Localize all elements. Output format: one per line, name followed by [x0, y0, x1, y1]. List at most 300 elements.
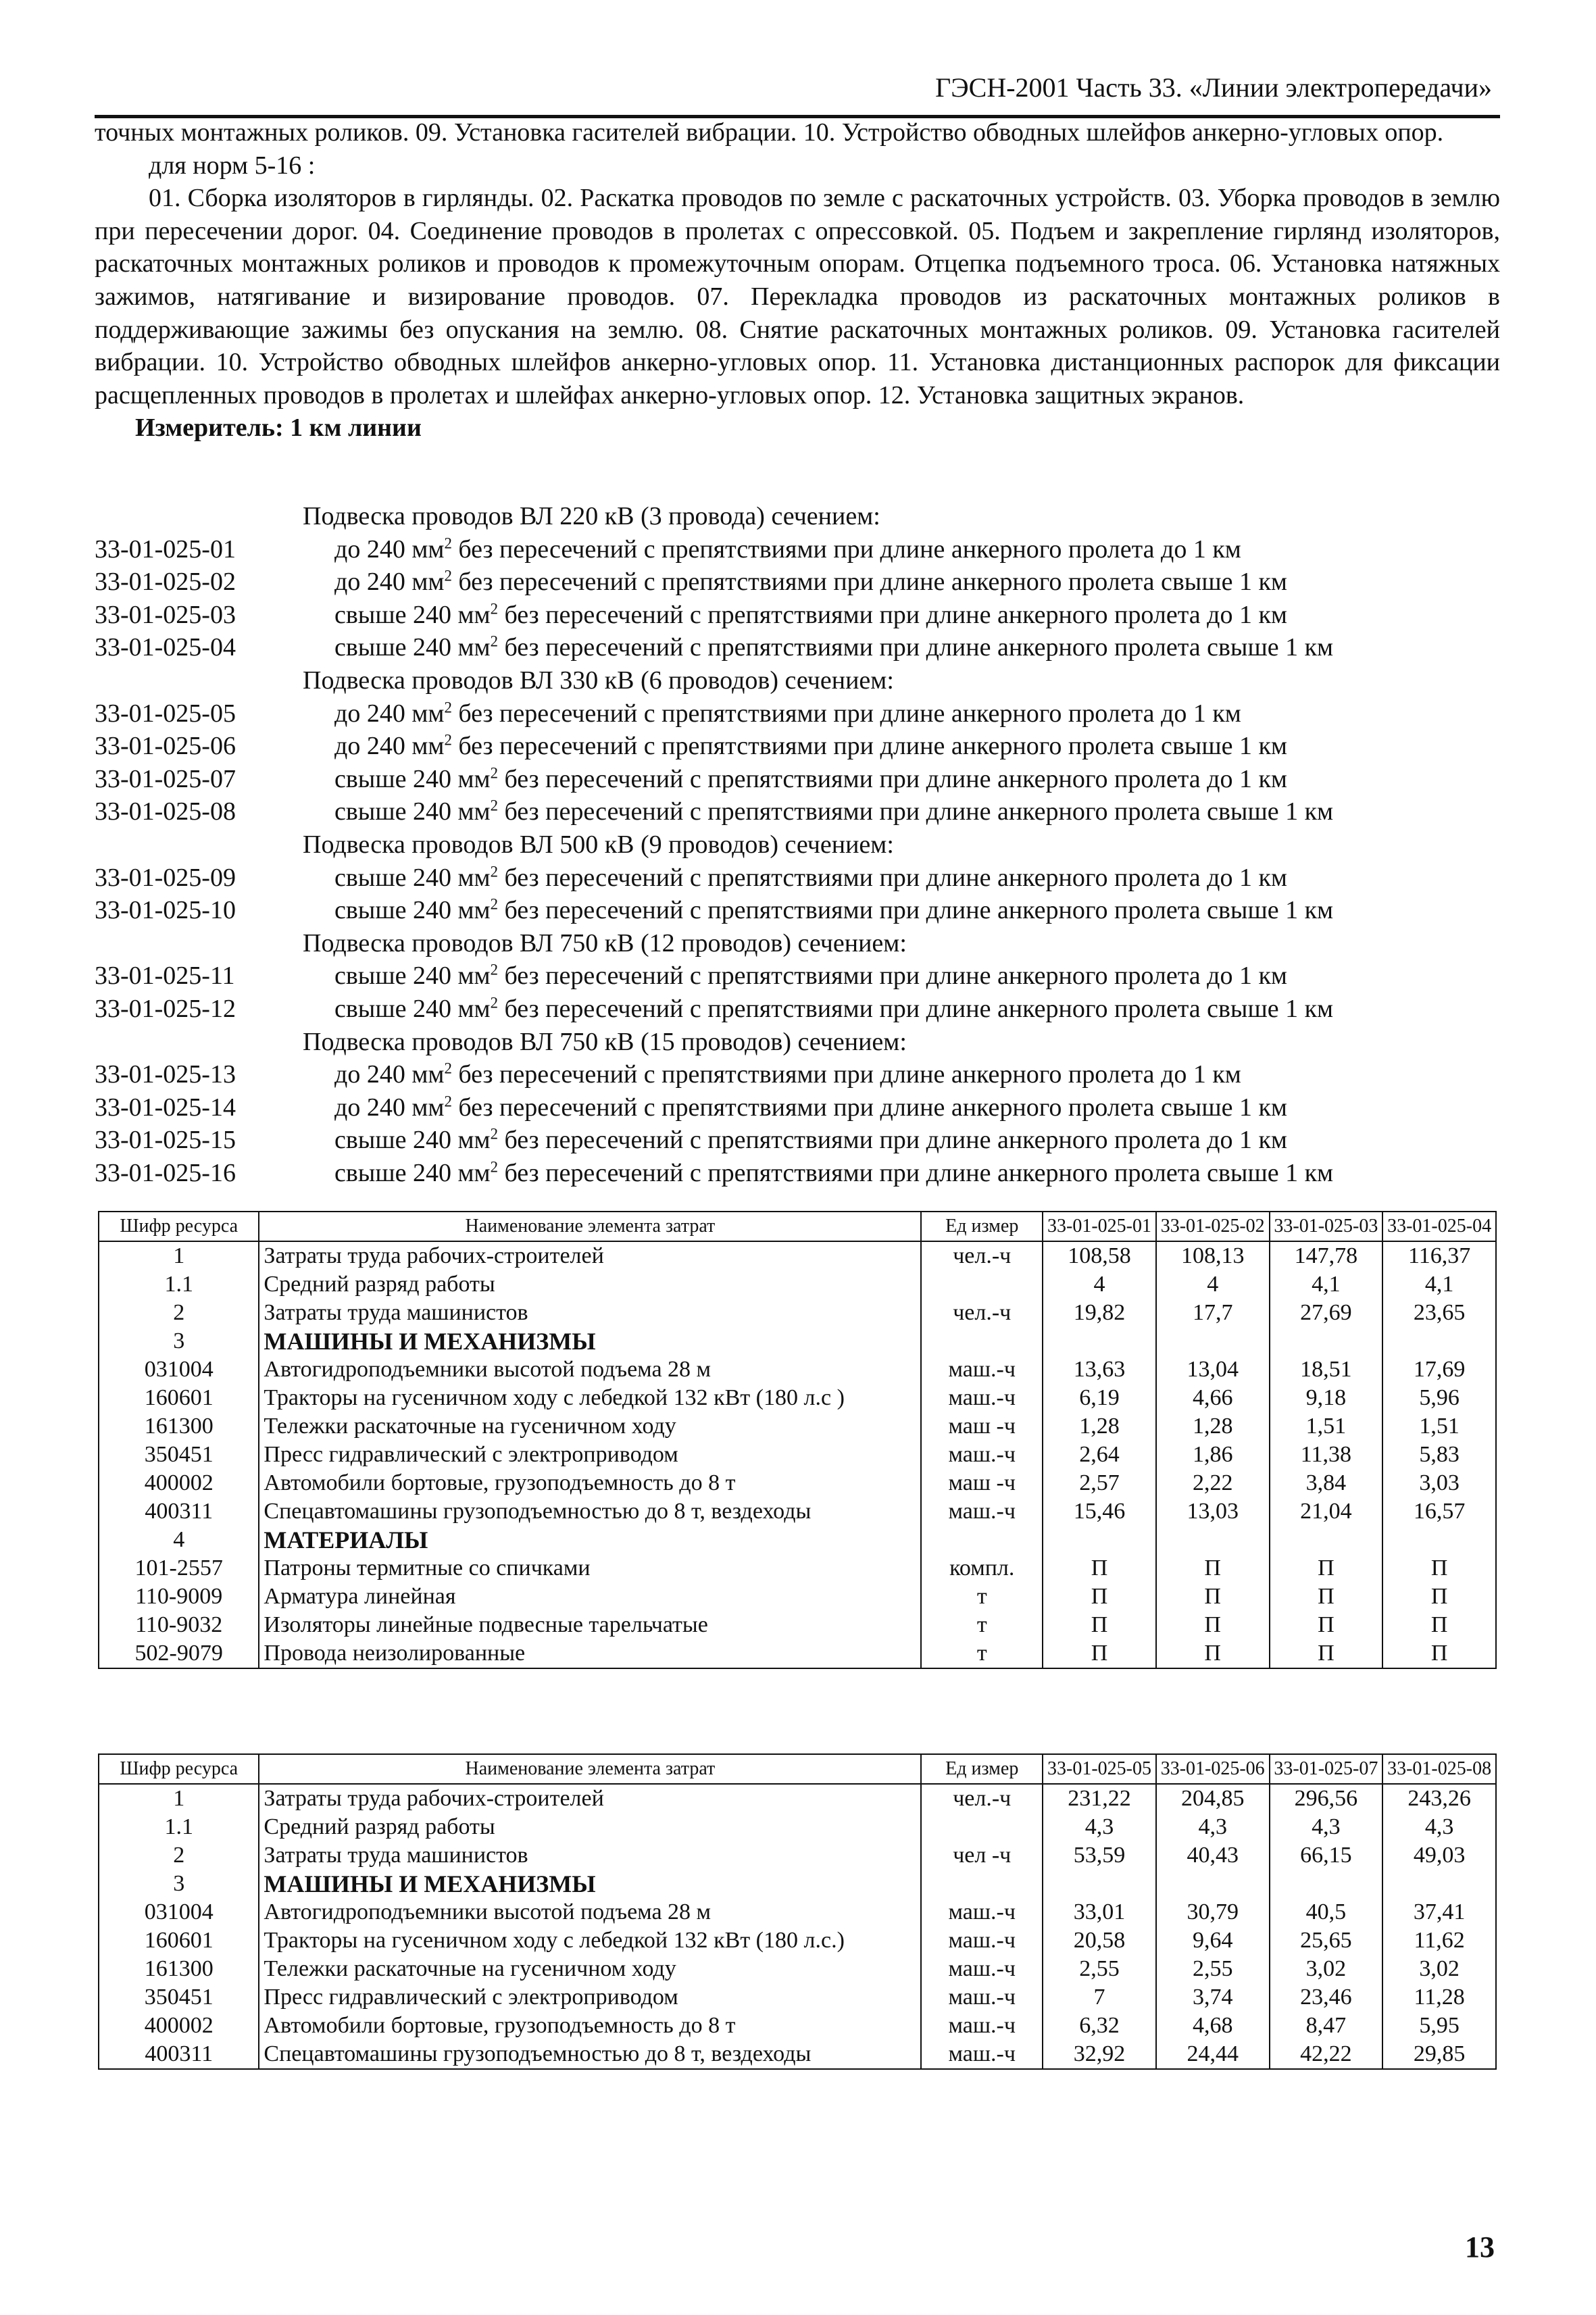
value-cell: 19,82: [1043, 1299, 1156, 1327]
unit-cell: маш.-ч: [921, 1355, 1043, 1384]
table-row: [99, 1526, 1496, 1554]
unit-cell: маш.-ч: [921, 1955, 1043, 1983]
unit-power: 2: [490, 994, 498, 1012]
resource-name: Пресс гидравлический с электроприводом: [259, 1441, 921, 1469]
rate-code: 33-01-025-06: [95, 732, 236, 761]
table-row: [99, 1241, 1496, 1270]
desc-unit: мм: [412, 699, 445, 728]
value-cell: П: [1156, 1583, 1270, 1611]
resource-code: 350451: [99, 1983, 259, 2012]
resource-name: Спецавтомашины грузоподъемностью до 8 т, вездеходы: [259, 1497, 921, 1526]
value-cell: П: [1382, 1583, 1496, 1611]
value-cell: 17,69: [1382, 1355, 1496, 1384]
desc-unit: мм: [412, 534, 445, 564]
table-row: [99, 1813, 1496, 1841]
code-row: [95, 697, 1507, 730]
resource-table-1: [98, 1211, 1497, 1669]
table-head: [99, 1754, 1496, 1784]
desc-size: свыше 240: [334, 1158, 451, 1187]
resource-code: 400002: [99, 2012, 259, 2040]
header-column-code: 33-01-025-07: [1270, 1754, 1383, 1784]
resource-name: Автогидроподъемники высотой подъема 28 м: [259, 1355, 921, 1384]
resource-name: Затраты труда рабочих-строителей: [259, 1784, 921, 1813]
value-cell: 9,18: [1270, 1384, 1383, 1412]
desc-size: свыше 240: [334, 1126, 451, 1155]
unit-power: 2: [490, 961, 498, 978]
resource-name: Затраты труда рабочих-строителей: [259, 1241, 921, 1270]
value-cell: 3,02: [1382, 1955, 1496, 1983]
resource-code: 350451: [99, 1441, 259, 1469]
rate-code: 33-01-025-03: [95, 600, 236, 629]
value-cell: 4,68: [1156, 2012, 1270, 2040]
value-cell: 4,1: [1382, 1270, 1496, 1299]
desc-size: до 240: [334, 1060, 405, 1089]
value-cell: 13,63: [1043, 1355, 1156, 1384]
desc-unit: мм: [412, 568, 445, 597]
table-row: [99, 1355, 1496, 1384]
value-cell: 17,7: [1156, 1299, 1270, 1327]
unit-power: 2: [490, 764, 498, 782]
value-cell: П: [1156, 1554, 1270, 1583]
resource-name: Арматура линейная: [259, 1583, 921, 1611]
measure-value: 1 км линии: [290, 414, 422, 443]
value-cell: 1,51: [1382, 1412, 1496, 1441]
value-cell: П: [1156, 1639, 1270, 1668]
resource-code: 3: [99, 1327, 259, 1355]
header-unit: Ед измер: [921, 1212, 1043, 1241]
unit-cell: маш.-ч: [921, 1441, 1043, 1469]
unit-power: 2: [490, 1125, 498, 1143]
resource-name: Изоляторы линейные подвесные тарельчатые: [259, 1611, 921, 1639]
rate-description: [334, 993, 1507, 1026]
resource-name: Тракторы на гусеничном ходу с лебедкой 132 кВт (180 л.с.): [259, 1926, 921, 1955]
value-cell: П: [1270, 1639, 1383, 1668]
resource-name: Спецавтомашины грузоподъемностью до 8 т, вездеходы: [259, 2040, 921, 2069]
header-column-code: 33-01-025-04: [1382, 1212, 1496, 1241]
value-cell: 8,47: [1270, 2012, 1383, 2040]
table-row: [99, 1554, 1496, 1583]
table-row: [99, 1441, 1496, 1469]
value-cell: 2,22: [1156, 1469, 1270, 1497]
value-cell: 13,03: [1156, 1497, 1270, 1526]
desc-text: без пересечений с препятствиями при длине анкерного пролета свыше 1 км: [504, 896, 1334, 925]
desc-text: без пересечений с препятствиями при длине анкерного пролета до 1 км: [504, 962, 1287, 991]
header-column-code: 33-01-025-08: [1382, 1754, 1496, 1784]
resource-name: Затраты труда машинистов: [259, 1299, 921, 1327]
rate-description: [334, 763, 1507, 796]
rate-description: [334, 1157, 1507, 1190]
unit-cell: [921, 1870, 1043, 1898]
unit-cell: т: [921, 1611, 1043, 1639]
rate-code: 33-01-025-04: [95, 633, 236, 662]
code-row: [95, 763, 1507, 796]
desc-size: свыше 240: [334, 764, 451, 793]
value-cell: [1270, 1870, 1383, 1898]
header-column-code: 33-01-025-06: [1156, 1754, 1270, 1784]
value-cell: [1043, 1870, 1156, 1898]
resource-name: Пресс гидравлический с электроприводом: [259, 1983, 921, 2012]
unit-cell: маш -ч: [921, 1469, 1043, 1497]
unit-cell: т: [921, 1639, 1043, 1668]
group-title: Подвеска проводов ВЛ 500 кВ (9 проводов) сечением:: [303, 830, 894, 859]
desc-unit: мм: [457, 962, 491, 991]
value-cell: 11,38: [1270, 1441, 1383, 1469]
header-code: Шифр ресурса: [99, 1754, 259, 1784]
section-title: МАТЕРИАЛЫ: [259, 1526, 921, 1554]
value-cell: 23,46: [1270, 1983, 1383, 2012]
value-cell: 7: [1043, 1983, 1156, 2012]
value-cell: 116,37: [1382, 1241, 1496, 1270]
rate-code: 33-01-025-01: [95, 534, 236, 564]
desc-unit: мм: [457, 994, 491, 1023]
code-row: [95, 1058, 1507, 1091]
code-row: [95, 566, 1507, 599]
unit-cell: маш.-ч: [921, 1384, 1043, 1412]
unit-cell: маш.-ч: [921, 2040, 1043, 2069]
value-cell: 243,26: [1382, 1784, 1496, 1813]
code-list: [95, 500, 1507, 1189]
desc-text: без пересечений с препятствиями при длине анкерного пролета свыше 1 км: [504, 994, 1334, 1023]
rate-code: 33-01-025-14: [95, 1093, 236, 1122]
resource-code: 2: [99, 1841, 259, 1870]
value-cell: 4,3: [1270, 1813, 1383, 1841]
desc-size: до 240: [334, 699, 405, 728]
value-cell: [1043, 1327, 1156, 1355]
unit-cell: маш.-ч: [921, 1898, 1043, 1926]
rate-code: 33-01-025-15: [95, 1126, 236, 1155]
value-cell: П: [1043, 1639, 1156, 1668]
resource-name: Тележки раскаточные на гусеничном ходу: [259, 1412, 921, 1441]
unit-power: 2: [490, 632, 498, 650]
rate-code: 33-01-025-05: [95, 699, 236, 728]
value-cell: 25,65: [1270, 1926, 1383, 1955]
section-title: МАШИНЫ И МЕХАНИЗМЫ: [259, 1870, 921, 1898]
desc-text: без пересечений с препятствиями при длине анкерного пролета свыше 1 км: [504, 1158, 1334, 1187]
value-cell: П: [1043, 1554, 1156, 1583]
value-cell: П: [1382, 1639, 1496, 1668]
value-cell: 231,22: [1043, 1784, 1156, 1813]
value-cell: 21,04: [1270, 1497, 1383, 1526]
desc-text: без пересечений с препятствиями при длине анкерного пролета до 1 км: [458, 534, 1241, 564]
desc-size: свыше 240: [334, 896, 451, 925]
group-title: Подвеска проводов ВЛ 220 кВ (3 провода) сечением:: [303, 502, 880, 530]
resource-code: 110-9032: [99, 1611, 259, 1639]
value-cell: 37,41: [1382, 1898, 1496, 1926]
measure-label: Измеритель:: [135, 414, 284, 443]
header-name: Наименование элемента затрат: [259, 1754, 921, 1784]
resource-name: Автогидроподъемники высотой подъема 28 м: [259, 1898, 921, 1926]
desc-text: без пересечений с препятствиями при длине анкерного пролета свыше 1 км: [458, 568, 1287, 597]
running-header: [95, 68, 1500, 118]
desc-unit: мм: [457, 1158, 491, 1187]
unit-power: 2: [490, 600, 498, 618]
resource-name: Автомобили бортовые, грузоподъемность до 8 т: [259, 1469, 921, 1497]
table-row: [99, 1611, 1496, 1639]
unit-cell: т: [921, 1583, 1043, 1611]
desc-size: до 240: [334, 534, 405, 564]
unit-power: 2: [490, 797, 498, 814]
code-row: [95, 1091, 1507, 1124]
desc-size: свыше 240: [334, 863, 451, 892]
value-cell: П: [1270, 1583, 1383, 1611]
resource-code: 400311: [99, 2040, 259, 2069]
value-cell: П: [1270, 1554, 1383, 1583]
value-cell: [1382, 1327, 1496, 1355]
unit-power: 2: [444, 1093, 452, 1110]
unit-cell: маш.-ч: [921, 1983, 1043, 2012]
value-cell: 3,02: [1270, 1955, 1383, 1983]
resource-code: 160601: [99, 1926, 259, 1955]
unit-cell: маш.-ч: [921, 1497, 1043, 1526]
header-column-code: 33-01-025-01: [1043, 1212, 1156, 1241]
desc-unit: мм: [457, 1126, 491, 1155]
value-cell: 9,64: [1156, 1926, 1270, 1955]
rate-code: 33-01-025-02: [95, 568, 236, 597]
table-row: [99, 1898, 1496, 1926]
value-cell: 296,56: [1270, 1784, 1383, 1813]
value-cell: 27,69: [1270, 1299, 1383, 1327]
value-cell: 20,58: [1043, 1926, 1156, 1955]
desc-unit: мм: [457, 600, 491, 629]
value-cell: 5,95: [1382, 2012, 1496, 2040]
code-row: [95, 960, 1507, 993]
value-cell: П: [1043, 1611, 1156, 1639]
resource-code: 161300: [99, 1412, 259, 1441]
value-cell: 4,66: [1156, 1384, 1270, 1412]
code-row: [95, 993, 1507, 1026]
value-cell: 4,3: [1043, 1813, 1156, 1841]
table-row: [99, 1841, 1496, 1870]
unit-power: 2: [490, 895, 498, 913]
desc-unit: мм: [412, 1093, 445, 1122]
header-column-code: 33-01-025-02: [1156, 1212, 1270, 1241]
rate-description: [334, 697, 1507, 730]
rate-code: 33-01-025-13: [95, 1060, 236, 1089]
header-row: [99, 1212, 1496, 1241]
value-cell: 29,85: [1382, 2040, 1496, 2069]
resource-name: Затраты труда машинистов: [259, 1841, 921, 1870]
value-cell: 24,44: [1156, 2040, 1270, 2069]
desc-text: без пересечений с препятствиями при длине анкерного пролета до 1 км: [504, 600, 1287, 629]
resource-code: 110-9009: [99, 1583, 259, 1611]
desc-text: без пересечений с препятствиями при длине анкерного пролета свыше 1 км: [458, 732, 1287, 761]
desc-unit: мм: [457, 764, 491, 793]
resource-name: Патроны термитные со спичками: [259, 1554, 921, 1583]
value-cell: [1043, 1526, 1156, 1554]
resource-name: Провода неизолированные: [259, 1639, 921, 1668]
value-cell: [1382, 1870, 1496, 1898]
rate-code: 33-01-025-08: [95, 797, 236, 826]
unit-power: 2: [444, 534, 452, 551]
resource-code: 3: [99, 1870, 259, 1898]
value-cell: 108,13: [1156, 1241, 1270, 1270]
resource-name: Средний разряд работы: [259, 1270, 921, 1299]
value-cell: П: [1270, 1611, 1383, 1639]
table-row: [99, 1412, 1496, 1441]
value-cell: 2,55: [1043, 1955, 1156, 1983]
code-row: [95, 730, 1507, 763]
table-row: [99, 1299, 1496, 1327]
rate-description: [334, 1124, 1507, 1157]
header-unit: Ед измер: [921, 1754, 1043, 1784]
section-title: МАШИНЫ И МЕХАНИЗМЫ: [259, 1327, 921, 1355]
rate-description: [334, 862, 1507, 895]
resource-code: 160601: [99, 1384, 259, 1412]
unit-cell: чел -ч: [921, 1841, 1043, 1870]
code-row: [95, 795, 1507, 828]
unit-cell: чел.-ч: [921, 1299, 1043, 1327]
value-cell: 18,51: [1270, 1355, 1383, 1384]
value-cell: 204,85: [1156, 1784, 1270, 1813]
value-cell: 66,15: [1270, 1841, 1383, 1870]
value-cell: 2,55: [1156, 1955, 1270, 1983]
unit-power: 2: [444, 698, 452, 716]
unit-power: 2: [490, 1158, 498, 1176]
value-cell: П: [1043, 1583, 1156, 1611]
code-row: [95, 599, 1507, 632]
table-row: [99, 1639, 1496, 1668]
value-cell: П: [1156, 1611, 1270, 1639]
unit-cell: [921, 1327, 1043, 1355]
desc-size: свыше 240: [334, 962, 451, 991]
value-cell: 40,43: [1156, 1841, 1270, 1870]
unit-cell: маш.-ч: [921, 1926, 1043, 1955]
paragraph-work-list: 01. Сборка изоляторов в гирлянды. 02. Раскатка проводов по земле с раскаточных устройств. 03. Уборка проводов в землю при пересечении дорог. 04. Соединение проводов в пролетах с опрессовкой. 05. Подъем и закрепление гирлянд изоляторов, раскаточных монтажных роликов и проводов к промежуточным опорам. Отцепка подъемного троса. 06. Установка натяжных зажимов, натягивание и визирование проводов. 07. Перекладка проводов из раскаточных монтажных роликов в поддерживающие зажимы без опускания на землю. 08. Снятие раскаточных монтажных роликов. 09. Установка гасителей вибрации. 10. Устройство обводных шлейфов анкерно-угловых опор. 11. Установка дистанционных распорок для фиксации расщепленных проводов в пролетах и шлейфах анкерно-угловых опор. 12. Установка защитных экранов.: [95, 184, 1500, 409]
desc-text: без пересечений с препятствиями при длине анкерного пролета до 1 км: [458, 1060, 1241, 1089]
table-row: [99, 1983, 1496, 2012]
code-row: [95, 894, 1507, 927]
value-cell: [1156, 1526, 1270, 1554]
desc-text: без пересечений с препятствиями при длине анкерного пролета до 1 км: [504, 1126, 1287, 1155]
rate-description: [334, 960, 1507, 993]
desc-size: до 240: [334, 732, 405, 761]
header-row: [99, 1754, 1496, 1784]
resource-name: Тракторы на гусеничном ходу с лебедкой 132 кВт (180 л.с ): [259, 1384, 921, 1412]
rate-description: [334, 533, 1507, 566]
resource-code: 502-9079: [99, 1639, 259, 1668]
group-title: Подвеска проводов ВЛ 330 кВ (6 проводов) сечением:: [303, 666, 894, 695]
rate-code: 33-01-025-16: [95, 1158, 236, 1187]
group-title: Подвеска проводов ВЛ 750 кВ (15 проводов) сечением:: [303, 1027, 907, 1056]
value-cell: 11,28: [1382, 1983, 1496, 2012]
value-cell: [1156, 1327, 1270, 1355]
resource-code: 1.1: [99, 1270, 259, 1299]
resource-code: 101-2557: [99, 1554, 259, 1583]
desc-size: до 240: [334, 568, 405, 597]
rate-code: 33-01-025-12: [95, 994, 236, 1023]
value-cell: 16,57: [1382, 1497, 1496, 1526]
value-cell: 42,22: [1270, 2040, 1383, 2069]
resource-code: 400311: [99, 1497, 259, 1526]
value-cell: 15,46: [1043, 1497, 1156, 1526]
code-row: [95, 1124, 1507, 1157]
unit-cell: [921, 1813, 1043, 1841]
desc-text: без пересечений с препятствиями при длине анкерного пролета до 1 км: [504, 764, 1287, 793]
value-cell: 4,3: [1156, 1813, 1270, 1841]
resource-code: 161300: [99, 1955, 259, 1983]
unit-cell: чел.-ч: [921, 1784, 1043, 1813]
value-cell: 6,19: [1043, 1384, 1156, 1412]
value-cell: 40,5: [1270, 1898, 1383, 1926]
value-cell: 13,04: [1156, 1355, 1270, 1384]
value-cell: 2,57: [1043, 1469, 1156, 1497]
header-column-code: 33-01-025-03: [1270, 1212, 1383, 1241]
table-row: [99, 1497, 1496, 1526]
table-row: [99, 2012, 1496, 2040]
code-row: [95, 631, 1507, 664]
desc-text: без пересечений с препятствиями при длине анкерного пролета свыше 1 км: [458, 1093, 1287, 1122]
table-head: [99, 1212, 1496, 1241]
desc-size: свыше 240: [334, 994, 451, 1023]
rate-code: 33-01-025-07: [95, 764, 236, 793]
paragraph-continued: точных монтажных роликов. 09. Установка гасителей вибрации. 10. Устройство обводных шлейфов анкерно-угловых опор.: [95, 118, 1444, 147]
value-cell: [1156, 1870, 1270, 1898]
rate-description: [334, 1058, 1507, 1091]
unit-power: 2: [444, 567, 452, 584]
unit-cell: компл.: [921, 1554, 1043, 1583]
unit-power: 2: [444, 1060, 452, 1077]
value-cell: П: [1382, 1611, 1496, 1639]
value-cell: 2,64: [1043, 1441, 1156, 1469]
desc-text: без пересечений с препятствиями при длине анкерного пролета свыше 1 км: [504, 797, 1334, 826]
value-cell: 1,51: [1270, 1412, 1383, 1441]
value-cell: 1,28: [1156, 1412, 1270, 1441]
resource-code: 1: [99, 1241, 259, 1270]
rate-description: [334, 1091, 1507, 1124]
rate-code: 33-01-025-11: [95, 962, 235, 991]
value-cell: 4: [1043, 1270, 1156, 1299]
value-cell: 1,28: [1043, 1412, 1156, 1441]
rate-code: 33-01-025-09: [95, 863, 236, 892]
value-cell: [1270, 1526, 1383, 1554]
table-row: [99, 1469, 1496, 1497]
desc-size: свыше 240: [334, 600, 451, 629]
value-cell: 23,65: [1382, 1299, 1496, 1327]
value-cell: 49,03: [1382, 1841, 1496, 1870]
table-body: [99, 1784, 1496, 2069]
value-cell: 4,3: [1382, 1813, 1496, 1841]
desc-size: свыше 240: [334, 797, 451, 826]
rate-description: [334, 894, 1507, 927]
desc-unit: мм: [457, 633, 491, 662]
desc-unit: мм: [457, 797, 491, 826]
resource-code: 031004: [99, 1898, 259, 1926]
rate-description: [334, 730, 1507, 763]
value-cell: 5,83: [1382, 1441, 1496, 1469]
resource-name: Тележки раскаточные на гусеничном ходу: [259, 1955, 921, 1983]
value-cell: П: [1382, 1554, 1496, 1583]
value-cell: 11,62: [1382, 1926, 1496, 1955]
value-cell: 147,78: [1270, 1241, 1383, 1270]
table-row: [99, 1870, 1496, 1898]
unit-cell: [921, 1526, 1043, 1554]
value-cell: 33,01: [1043, 1898, 1156, 1926]
table-row: [99, 1384, 1496, 1412]
code-row: [95, 862, 1507, 895]
table-body: [99, 1241, 1496, 1668]
table-row: [99, 2040, 1496, 2069]
resource-code: 4: [99, 1526, 259, 1554]
table-row: [99, 1583, 1496, 1611]
desc-text: без пересечений с препятствиями при длине анкерного пролета до 1 км: [504, 863, 1287, 892]
rate-description: [334, 631, 1507, 664]
value-cell: 3,03: [1382, 1469, 1496, 1497]
value-cell: 4,1: [1270, 1270, 1383, 1299]
desc-unit: мм: [457, 863, 491, 892]
page-number: 13: [1465, 2231, 1495, 2264]
value-cell: 6,32: [1043, 2012, 1156, 2040]
header-code: Шифр ресурса: [99, 1212, 259, 1241]
